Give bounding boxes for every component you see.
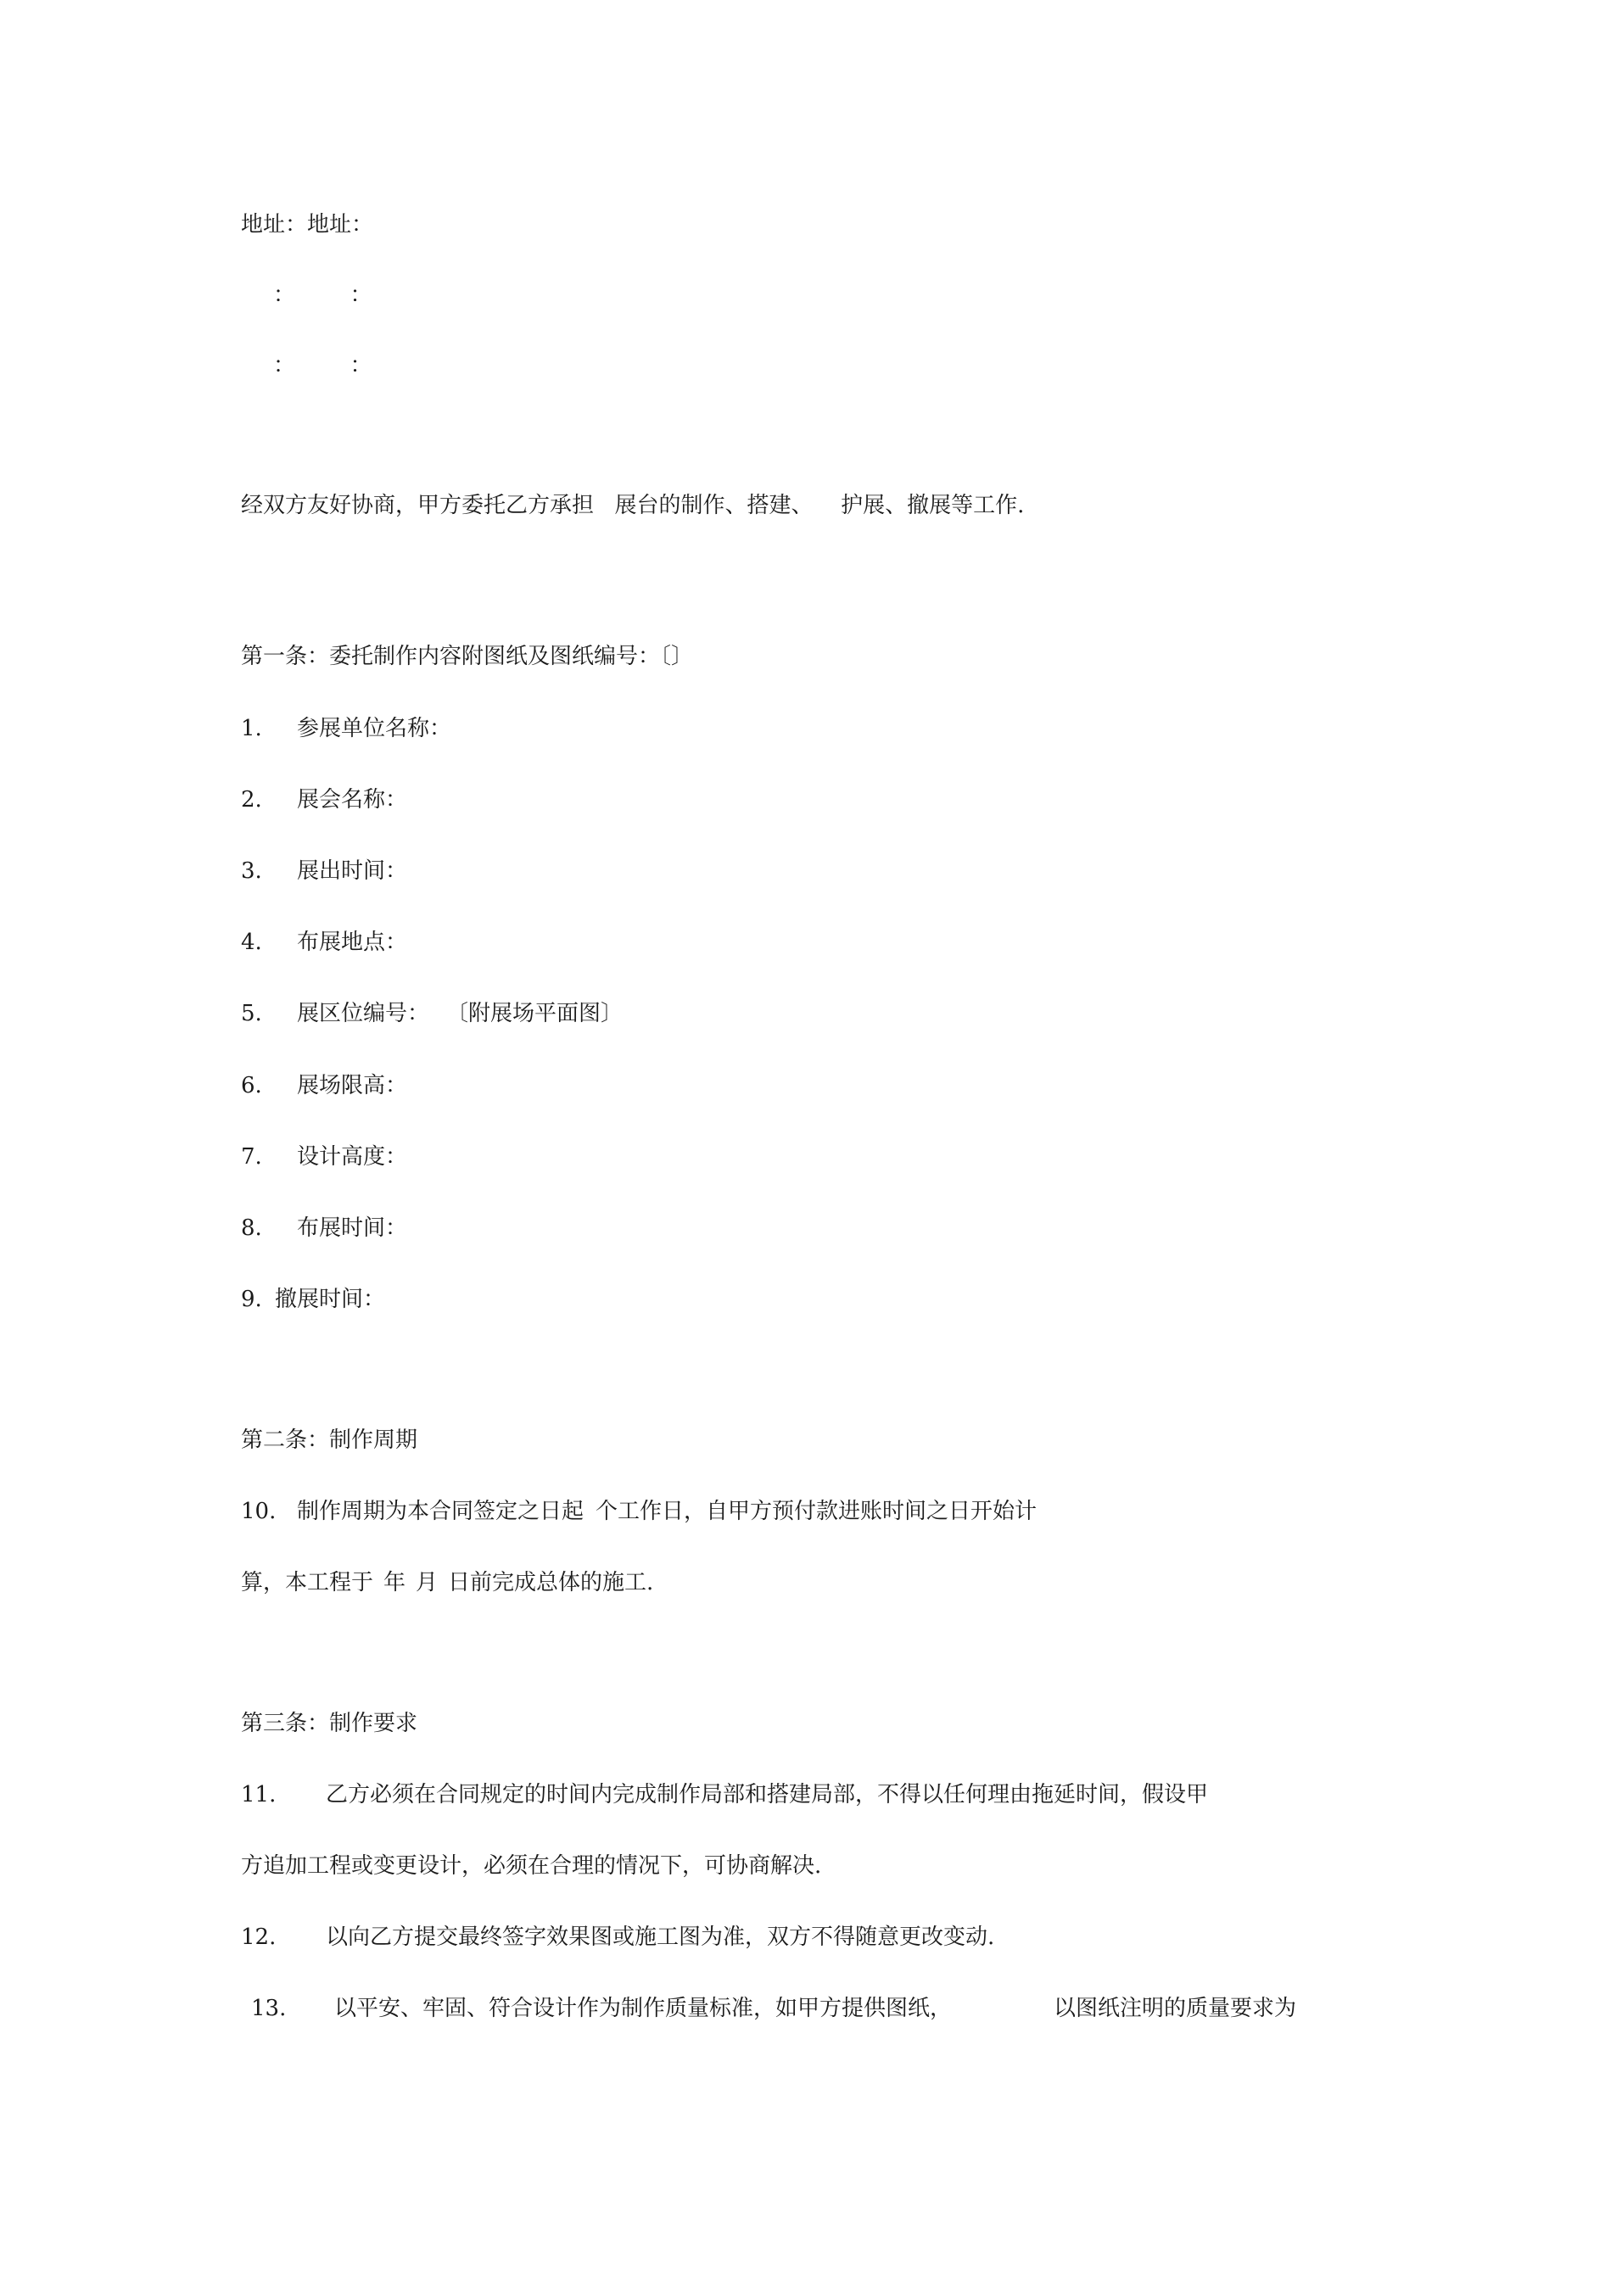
intro-text-part3: 护展、撤展等工作. bbox=[841, 493, 1025, 518]
list-item bbox=[241, 1285, 385, 1314]
list-item bbox=[241, 1142, 407, 1171]
article-1-title bbox=[241, 642, 693, 671]
list-item bbox=[241, 928, 407, 957]
item-number: 1. bbox=[241, 716, 262, 741]
item-text: 展会名称： bbox=[297, 787, 408, 813]
item-text: 以图纸注明的质量要求为 bbox=[1054, 1996, 1297, 2021]
item-number: 9. bbox=[241, 1287, 262, 1312]
item-text: 个工作日，自甲方预付款进账时间之日开始计 bbox=[596, 1499, 1038, 1524]
item-text: 展场限高： bbox=[297, 1073, 408, 1098]
list-item bbox=[241, 857, 407, 885]
item-text: 日前完成总体的施工. bbox=[448, 1570, 654, 1595]
item-number: 5. bbox=[241, 1001, 262, 1026]
item-continuation bbox=[241, 1852, 821, 1880]
item-number: 11. bbox=[241, 1782, 277, 1807]
list-item bbox=[241, 1497, 1037, 1526]
article-1-title-text: 第一条：委托制作内容附图纸及图纸编号：〔〕 bbox=[241, 644, 694, 669]
intro-text-part1: 经双方友好协商，甲方委托乙方承担 bbox=[241, 493, 595, 518]
item-text: 乙方必须在合同规定的时间内完成制作局部和搭建局部，不得以任何理由拖延时间，假设甲 bbox=[326, 1782, 1209, 1807]
list-item bbox=[241, 1071, 407, 1100]
article-3-title bbox=[241, 1709, 417, 1738]
item-text: 展出时间： bbox=[297, 858, 408, 884]
list-item bbox=[241, 999, 623, 1028]
colon-row-1 bbox=[273, 281, 372, 310]
list-item bbox=[241, 714, 451, 743]
list-item bbox=[251, 1994, 1296, 2023]
list-item bbox=[241, 1923, 994, 1952]
colon-mark: ： bbox=[350, 353, 372, 378]
item-text: 月 bbox=[416, 1570, 439, 1595]
item-continuation bbox=[241, 1568, 653, 1597]
item-text: 布展地点： bbox=[297, 930, 408, 955]
address-label: 地址：地址： bbox=[241, 212, 374, 237]
item-number: 6. bbox=[241, 1073, 262, 1098]
item-text: 参展单位名称： bbox=[297, 716, 452, 741]
item-text: 以向乙方提交最终签字效果图或施工图为准，双方不得随意更改变动. bbox=[326, 1925, 995, 1950]
item-number: 13. bbox=[251, 1996, 287, 2021]
item-number: 8. bbox=[241, 1215, 262, 1241]
address-line bbox=[241, 210, 373, 239]
item-text: 设计高度： bbox=[297, 1144, 408, 1170]
item-text: 方追加工程或变更设计，必须在合理的情况下，可协商解决. bbox=[241, 1853, 822, 1879]
item-number: 10. bbox=[241, 1499, 277, 1524]
article-3-title-text: 第三条：制作要求 bbox=[241, 1711, 418, 1736]
list-item bbox=[241, 1214, 407, 1243]
item-text: 展区位编号： bbox=[297, 1001, 430, 1026]
item-number: 12. bbox=[241, 1925, 277, 1950]
list-item bbox=[241, 785, 407, 814]
item-text: 算，本工程于 bbox=[241, 1570, 374, 1595]
article-2-title bbox=[241, 1426, 417, 1455]
item-extra-text: 〔附展场平面图〕 bbox=[446, 1001, 624, 1026]
list-item bbox=[241, 1780, 1208, 1809]
item-text: 制作周期为本合同签定之日起 bbox=[297, 1499, 584, 1524]
intro-text-part2: 展台的制作、搭建、 bbox=[614, 493, 814, 518]
item-number: 2. bbox=[241, 787, 262, 813]
colon-mark: ： bbox=[273, 353, 296, 378]
item-number: 3. bbox=[241, 858, 262, 884]
item-text: 年 bbox=[383, 1570, 406, 1595]
colon-mark: ： bbox=[273, 282, 296, 308]
article-2-title-text: 第二条：制作周期 bbox=[241, 1427, 418, 1453]
colon-row-2 bbox=[273, 351, 372, 380]
item-number: 7. bbox=[241, 1144, 262, 1170]
intro-paragraph bbox=[241, 491, 1024, 520]
item-text: 以平安、牢固、符合设计作为制作质量标准，如甲方提供图纸， bbox=[334, 1996, 953, 2021]
item-text: 撤展时间： bbox=[275, 1287, 386, 1312]
item-text: 布展时间： bbox=[297, 1215, 408, 1241]
item-number: 4. bbox=[241, 930, 262, 955]
colon-mark: ： bbox=[350, 282, 372, 308]
